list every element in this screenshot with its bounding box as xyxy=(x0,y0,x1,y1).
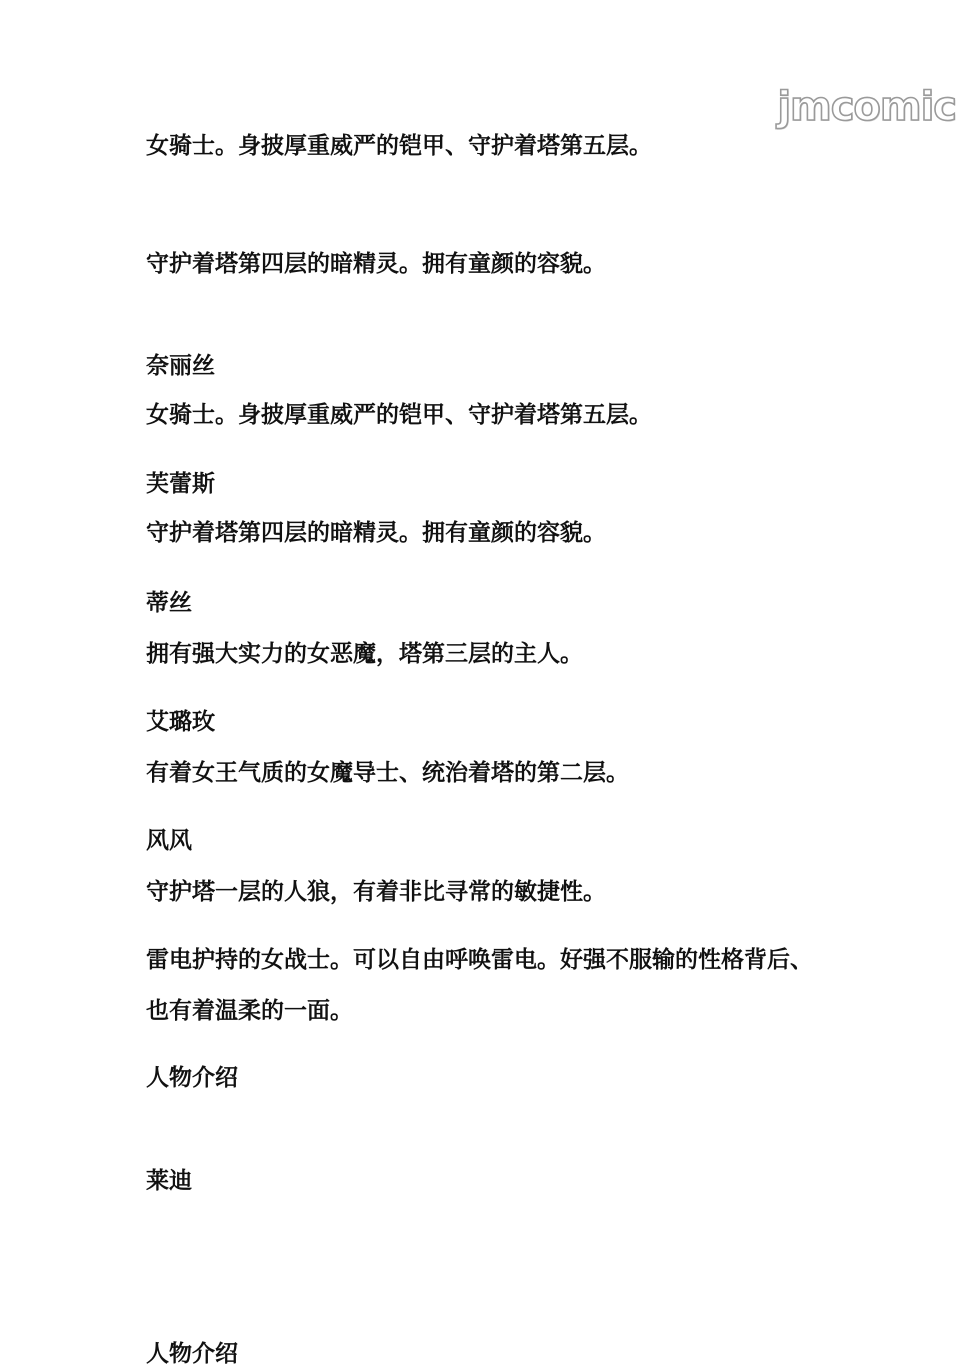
heading-fragment-character-intro-2 xyxy=(146,1341,238,1367)
fragment-text: 人物介绍 xyxy=(146,1341,238,1367)
fragment-text: 守护着塔第四层的暗精灵。拥有童颜的容貌。 xyxy=(146,251,606,277)
description-line-fragment-knight xyxy=(146,402,652,428)
character-name-laidi: 莱迪 xyxy=(146,1168,192,1194)
fragment-text: 女骑士。身披厚重威严的铠甲、守护着塔第五层。 xyxy=(146,402,652,428)
description-line-knight: 女骑士。身披厚重威严的铠甲、守护着塔第五层。 xyxy=(146,133,652,159)
character-name-disi: 蒂丝 xyxy=(146,590,192,616)
description-line-werewolf: 守护塔一层的人狼，有着非比寻常的敏捷性。 xyxy=(146,879,606,905)
heading-fragment-character-intro xyxy=(146,1065,238,1091)
character-name-ailumei: 艾璐玫 xyxy=(146,709,215,735)
fragment-text: 守护着塔第四层的暗精灵。拥有童颜的容貌。 xyxy=(146,520,606,546)
character-name-nailisi: 奈丽丝 xyxy=(146,353,215,379)
description-line-thunder-warrior-1: 雷电护持的女战士。可以自由呼唤雷电。好强不服输的性格背后、 xyxy=(146,947,813,973)
description-line-sorceress: 有着女王气质的女魔导士、统治着塔的第二层。 xyxy=(146,760,629,786)
description-line-fragment-dark-elf-2 xyxy=(146,520,606,546)
description-line-thunder-warrior-2: 也有着温柔的一面。 xyxy=(146,998,353,1024)
description-line-fragment-dark-elf xyxy=(146,251,606,277)
fragment-text: 人物介绍 xyxy=(146,1065,238,1091)
description-line-demon: 拥有强大实力的女恶魔，塔第三层的主人。 xyxy=(146,641,583,667)
character-name-fuleisi: 芙蕾斯 xyxy=(146,471,215,497)
jmcomic-watermark-logo: jmcomic xyxy=(777,84,956,130)
character-name-fengfeng: 风风 xyxy=(146,828,192,854)
